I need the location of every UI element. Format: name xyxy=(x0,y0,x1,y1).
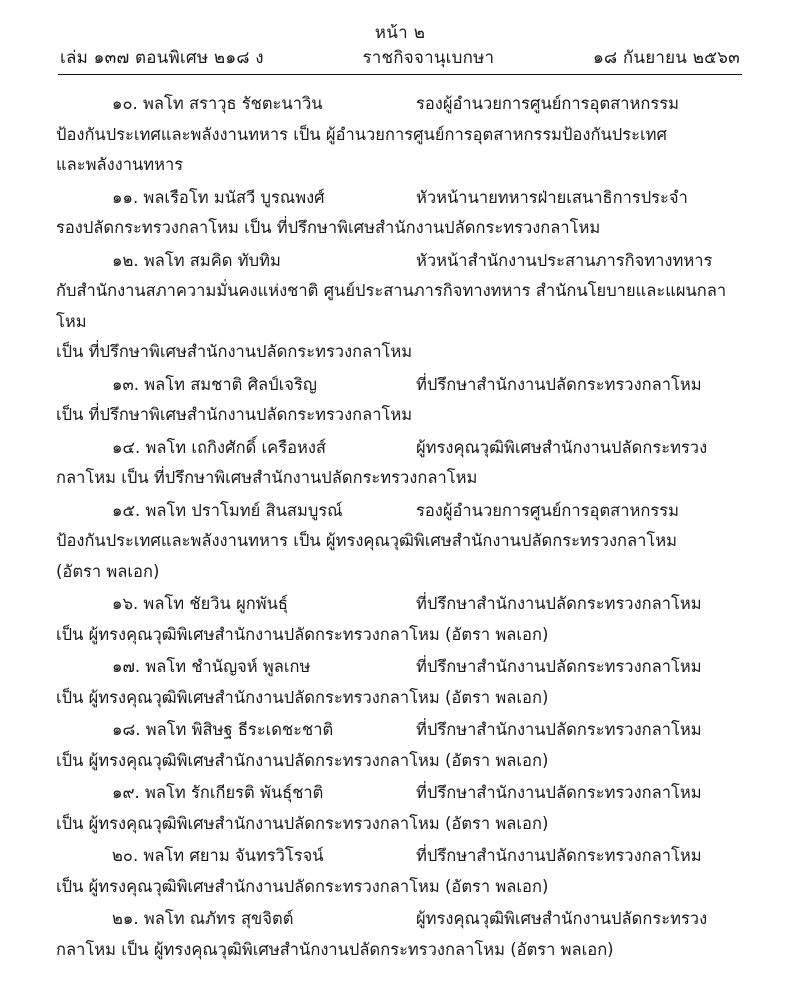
entry-first-line xyxy=(56,841,744,872)
entry-position-first-line: ที่ปรึกษาสำนักงานปลัดกระทรวงกลาโหม xyxy=(416,783,702,802)
header-volume-info: เล่ม ๑๓๗ ตอนพิเศษ ๒๑๘ ง xyxy=(60,48,264,68)
entry-rank-name: ๑๓. พลโท สมชาติ ศิลป์เจริญ xyxy=(112,374,317,394)
entry-continuation-line: เป็น ผู้ทรงคุณวุฒิพิเศษสำนักงานปลัดกระทรวงกลาโหม (อัตรา พลเอก) xyxy=(56,750,549,770)
entry-continuation-line: (อัตรา พลเอก) xyxy=(56,561,160,581)
entry-continuation-line: เป็น ผู้ทรงคุณวุฒิพิเศษสำนักงานปลัดกระทรวงกลาโหม (อัตรา พลเอก) xyxy=(56,687,549,707)
entry-rank-name: ๒๐. พลโท ศยาม จันทรวิโรจน์ xyxy=(112,846,324,865)
entry-continuation-line: กลาโหม เป็น ผู้ทรงคุณวุฒิพิเศษสำนักงานปลัดกระทรวงกลาโหม (อัตรา พลเอก) xyxy=(56,939,614,959)
appointment-entry xyxy=(56,433,744,494)
entry-position-first-line: หัวหน้าสำนักงานประสานภารกิจทางทหาร xyxy=(416,250,713,270)
entry-continuation-line: ป้องกันประเทศและพลังงานทหาร เป็น ผู้ทรงคุณวุฒิพิเศษสำนักงานปลัดกระทรวงกลาโหม xyxy=(56,531,678,550)
entry-position-first-line: ที่ปรึกษาสำนักงานปลัดกระทรวงกลาโหม xyxy=(416,374,702,394)
entry-continuation-line: เป็น ผู้ทรงคุณวุฒิพิเศษสำนักงานปลัดกระทรวงกลาโหม (อัตรา พลเอก) xyxy=(56,876,549,896)
entry-continuation-line: เป็น ผู้ทรงคุณวุฒิพิเศษสำนักงานปลัดกระทรวงกลาโหม (อัตรา พลเอก) xyxy=(56,813,549,833)
entry-rank-name: ๑๕. พลโท ปราโมทย์ สินสมบูรณ์ xyxy=(112,500,343,520)
entry-first-line xyxy=(56,246,744,277)
appointment-entry xyxy=(56,89,744,181)
entry-first-line xyxy=(56,904,744,935)
appointment-entry xyxy=(56,778,744,839)
entry-first-line xyxy=(56,89,744,120)
entry-rank-name: ๑๙. พลโท รักเกียรติ พันธุ์ชาติ xyxy=(112,783,324,802)
entry-rank-name: ๑๘. พลโท พิสิษฐ ธีระเดชะชาติ xyxy=(112,720,334,739)
entry-rank-name: ๑๑. พลเรือโท มนัสวี บูรณพงศ์ xyxy=(112,187,325,207)
document-header xyxy=(56,46,744,70)
entry-rank-name: ๑๖. พลโท ชัยวิน ผูกพันธุ์ xyxy=(112,594,288,613)
entry-continuation-line: กลาโหม เป็น ที่ปรึกษาพิเศษสำนักงานปลัดกระทรวงกลาโหม xyxy=(56,468,478,487)
entry-rank-name: ๒๑. พลโท ณภัทร สุขจิตต์ xyxy=(112,909,294,928)
appointment-entry xyxy=(56,652,744,713)
header-divider xyxy=(58,74,742,75)
entry-first-line xyxy=(56,778,744,809)
entry-rank-name: ๑๒. พลโท สมคิด ทับทิม xyxy=(112,250,281,270)
appointment-entry xyxy=(56,370,744,431)
entry-position-first-line: หัวหน้านายทหารฝ่ายเสนาธิการประจำ xyxy=(416,187,688,207)
entry-position-first-line: ที่ปรึกษาสำนักงานปลัดกระทรวงกลาโหม xyxy=(416,846,702,865)
entry-rank-name: ๑๐. พลโท สราวุธ รัชตะนาวิน xyxy=(112,94,323,113)
entry-position-first-line: ผู้ทรงคุณวุฒิพิเศษสำนักงานปลัดกระทรวง xyxy=(416,437,708,457)
entry-continuation-line: กับสำนักงานสภาความมั่นคงแห่งชาติ ศูนย์ประสานภารกิจทางทหาร สำนักนโยบายและแผนกลาโหม xyxy=(56,281,727,331)
appointment-entry xyxy=(56,841,744,902)
entry-continuation-line: เป็น ที่ปรึกษาพิเศษสำนักงานปลัดกระทรวงกลาโหม xyxy=(56,405,413,424)
entry-rank-name: ๑๗. พลโท ชำนัญจห์ พูลเกษ xyxy=(112,657,311,676)
appointment-entry xyxy=(56,715,744,776)
header-date: ๑๘ กันยายน ๒๕๖๓ xyxy=(592,48,740,68)
entry-continuation-line: รองปลัดกระทรวงกลาโหม เป็น ที่ปรึกษาพิเศษสำนักงานปลัดกระทรวงกลาโหม xyxy=(56,218,601,237)
page-number: หน้า ๒ xyxy=(374,23,426,43)
entry-first-line xyxy=(56,652,744,683)
entry-first-line xyxy=(56,715,744,746)
appointment-entry xyxy=(56,246,744,368)
entry-first-line xyxy=(56,370,744,401)
entry-position-first-line: ที่ปรึกษาสำนักงานปลัดกระทรวงกลาโหม xyxy=(416,720,702,739)
entry-continuation-line: เป็น ผู้ทรงคุณวุฒิพิเศษสำนักงานปลัดกระทรวงกลาโหม (อัตรา พลเอก) xyxy=(56,624,549,644)
entry-first-line xyxy=(56,433,744,464)
appointment-entry xyxy=(56,496,744,588)
header-gazette-title: ราชกิจจานุเบกษา xyxy=(362,48,495,68)
entry-continuation-line: และพลังงานทหาร xyxy=(56,155,184,174)
entry-position-first-line: ที่ปรึกษาสำนักงานปลัดกระทรวงกลาโหม xyxy=(416,594,702,613)
entry-position-first-line: รองผู้อำนวยการศูนย์การอุตสาหกรรม xyxy=(416,94,679,113)
entry-position-first-line: รองผู้อำนวยการศูนย์การอุตสาหกรรม xyxy=(416,500,679,520)
appointment-entry xyxy=(56,589,744,650)
entry-continuation-line: ป้องกันประเทศและพลังงานทหาร เป็น ผู้อำนวยการศูนย์การอุตสาหกรรมป้องกันประเทศ xyxy=(56,124,667,144)
appointment-entry-list xyxy=(56,89,744,965)
entry-continuation-line: เป็น ที่ปรึกษาพิเศษสำนักงานปลัดกระทรวงกลาโหม xyxy=(56,342,413,361)
entry-rank-name: ๑๔. พลโท เถกิงศักดิ์ เครือหงส์ xyxy=(112,437,326,457)
appointment-entry xyxy=(56,904,744,965)
appointment-entry xyxy=(56,183,744,244)
entry-first-line xyxy=(56,496,744,527)
entry-first-line xyxy=(56,589,744,620)
entry-position-first-line: ผู้ทรงคุณวุฒิพิเศษสำนักงานปลัดกระทรวง xyxy=(416,909,708,928)
entry-position-first-line: ที่ปรึกษาสำนักงานปลัดกระทรวงกลาโหม xyxy=(416,657,702,676)
entry-first-line xyxy=(56,183,744,214)
